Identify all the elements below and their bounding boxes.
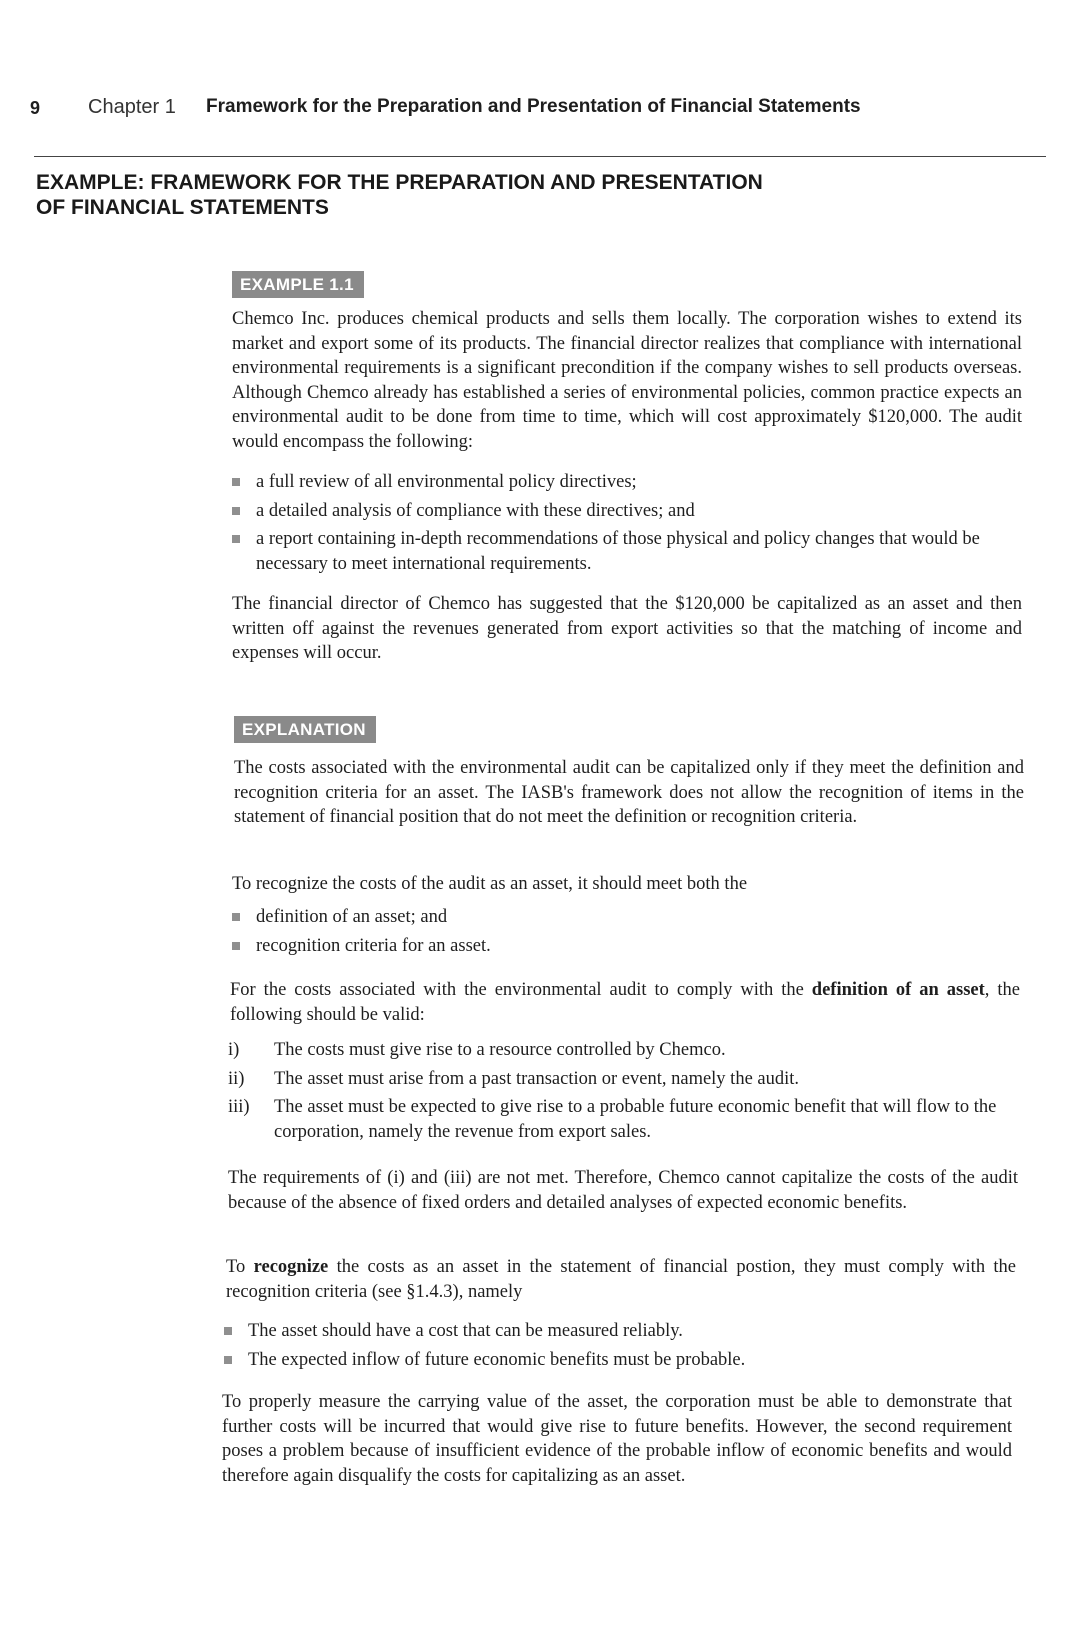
list-item: iii) The asset must be expected to give rise to a probable future economic benefit that will flow to the corporation, namely the revenue from export sales.	[228, 1097, 997, 1142]
definition-conditions-list	[228, 1038, 1018, 1148]
header-rule	[34, 156, 1046, 157]
explanation-paragraph-4: The requirements of (i) and (iii) are not met. Therefore, Chemco cannot capitalize the costs of the audit because of the absence of fixed orders and detailed analyses of expected economic benefits.	[228, 1168, 1018, 1213]
explanation-paragraph-2: To recognize the costs of the audit as an asset, it should meet both the	[232, 874, 748, 894]
square-bullet-icon	[232, 535, 240, 543]
section-title	[36, 170, 796, 220]
example-label: EXAMPLE 1.1	[232, 271, 364, 298]
example-closing-text: The financial director of Chemco has suggested that the $120,000 be capitalized as an asset and then written off against the revenues generated from export activities so that the matching of income and expenses will occur.	[232, 594, 1022, 663]
list-item: The asset should have a cost that can be measured reliably.	[222, 1319, 1012, 1344]
square-bullet-icon	[232, 942, 240, 950]
running-header	[30, 96, 1040, 124]
chapter-title: Framework for the Preparation and Presentation of Financial Statements	[206, 96, 861, 117]
bold-term: recognize	[253, 1257, 329, 1277]
recognition-criteria-list	[222, 1319, 1012, 1376]
square-bullet-icon	[224, 1327, 232, 1335]
example-intro-text: Chemco Inc. produces chemical products and sells them locally. The corporation wishes to extend its market and export some of its products. The financial director realizes that compliance with international environmental requirements is a significant precondition if the company wishes to sell products overseas. Although Chemco already has established a series of environmental policies, common practice expects an environmental audit to be done from time to time, which will cost approximately $120,000. The audit would encompass the following:	[232, 309, 1022, 452]
list-item: definition of an asset; and	[230, 905, 1020, 930]
section-title-line-1: EXAMPLE: FRAMEWORK FOR THE PREPARATION AND PRESENTATION	[36, 171, 763, 194]
example-intro	[232, 307, 1022, 454]
explanation-paragraph-6: To properly measure the carrying value of the asset, the corporation must be able to demonstrate that further costs will be incurred that would give rise to future benefits. However, the second requirement poses a problem because of insufficient evidence of the probable inflow of economic benefits and would therefore again disqualify the costs for capitalizing as an asset.	[222, 1392, 1012, 1486]
explanation-paragraph-1: The costs associated with the environmental audit can be capitalized only if they meet the definition and recognition criteria for an asset. The IASB's framework does not allow the recognition of items in the statement of financial position that do not meet the definition or recognition criteria.	[234, 758, 1024, 827]
explanation-paragraph-5: To recognize the costs as an asset in the statement of financial postion, they must comply with the recognition criteria (see §1.4.3), namely	[226, 1257, 1017, 1302]
explanation-paragraph-3: For the costs associated with the environmental audit to comply with the definition of an asset, the following should be valid:	[230, 980, 1020, 1025]
square-bullet-icon	[224, 1356, 232, 1364]
square-bullet-icon	[232, 507, 240, 515]
page-number: 9	[30, 98, 41, 118]
chapter-label: Chapter 1	[88, 96, 176, 118]
list-item: ii) The asset must arise from a past transaction or event, namely the audit.	[228, 1068, 800, 1089]
list-item: a detailed analysis of compliance with these directives; and	[230, 499, 1020, 524]
list-item: The expected inflow of future economic benefits must be probable.	[222, 1348, 1012, 1373]
square-bullet-icon	[232, 913, 240, 921]
explanation-label: EXPLANATION	[234, 716, 376, 743]
list-item: a full review of all environmental policy directives;	[230, 470, 1020, 495]
list-item: i) The costs must give rise to a resource controlled by Chemco.	[228, 1040, 726, 1060]
bold-term: definition of an asset	[811, 980, 985, 1000]
list-item: recognition criteria for an asset.	[230, 934, 1020, 959]
asset-requirements-list	[230, 905, 1020, 962]
example-audit-list	[230, 470, 1020, 580]
example-closing	[232, 592, 1022, 666]
section-title-line-2: OF FINANCIAL STATEMENTS	[36, 196, 329, 219]
list-item: a report containing in-depth recommendations of those physical and policy changes that would be necessary to meet international requirements.	[230, 527, 1020, 576]
square-bullet-icon	[232, 478, 240, 486]
